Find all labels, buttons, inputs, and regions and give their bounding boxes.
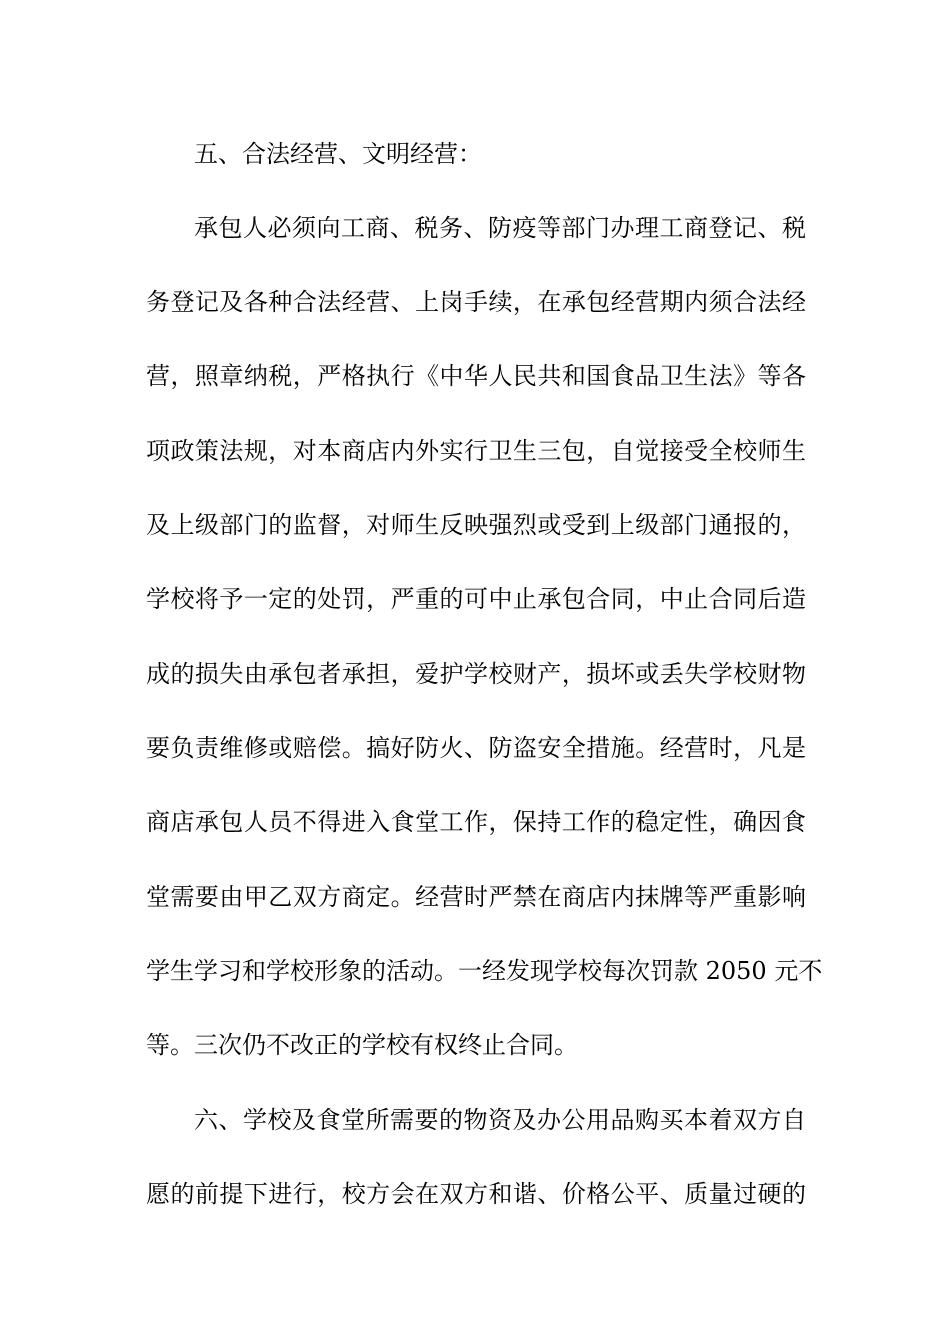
paragraph-line: 学校将予一定的处罚，严重的可中止承包合同，中止合同后造 <box>146 585 806 613</box>
paragraph-line: 六、学校及食堂所需要的物资及办公用品购买本着双方自 <box>194 1106 806 1134</box>
paragraph-line: 愿的前提下进行，校方会在双方和谐、价格公平、质量过硬的 <box>146 1180 806 1208</box>
paragraph-line: 商店承包人员不得进入食堂工作，保持工作的稳定性，确因食 <box>146 808 806 836</box>
paragraph-line: 项政策法规，对本商店内外实行卫生三包，自觉接受全校师生 <box>146 437 806 465</box>
paragraph-line: 等。三次仍不改正的学校有权终止合同。 <box>146 1031 578 1059</box>
section-5-heading: 五、合法经营、文明经营： <box>194 140 482 168</box>
paragraph-line: 及上级部门的监督，对师生反映强烈或受到上级部门通报的， <box>146 511 806 539</box>
paragraph-line: 承包人必须向工商、税务、防疫等部门办理工商登记、税 <box>194 214 806 242</box>
paragraph-line: 堂需要由甲乙双方商定。经营时严禁在商店内抹牌等严重影响 <box>146 883 806 911</box>
paragraph-line: 务登记及各种合法经营、上岗手续，在承包经营期内须合法经 <box>146 288 806 316</box>
paragraph-line: 营，照章纳税，严格执行《中华人民共和国食品卫生法》等各 <box>146 362 806 390</box>
paragraph-line: 要负责维修或赔偿。搞好防火、防盗安全措施。经营时，凡是 <box>146 734 806 762</box>
paragraph-line: 学生学习和学校形象的活动。一经发现学校每次罚款 2050 元不 <box>146 957 823 985</box>
paragraph-line: 成的损失由承包者承担，爱护学校财产，损坏或丢失学校财物 <box>146 660 806 688</box>
